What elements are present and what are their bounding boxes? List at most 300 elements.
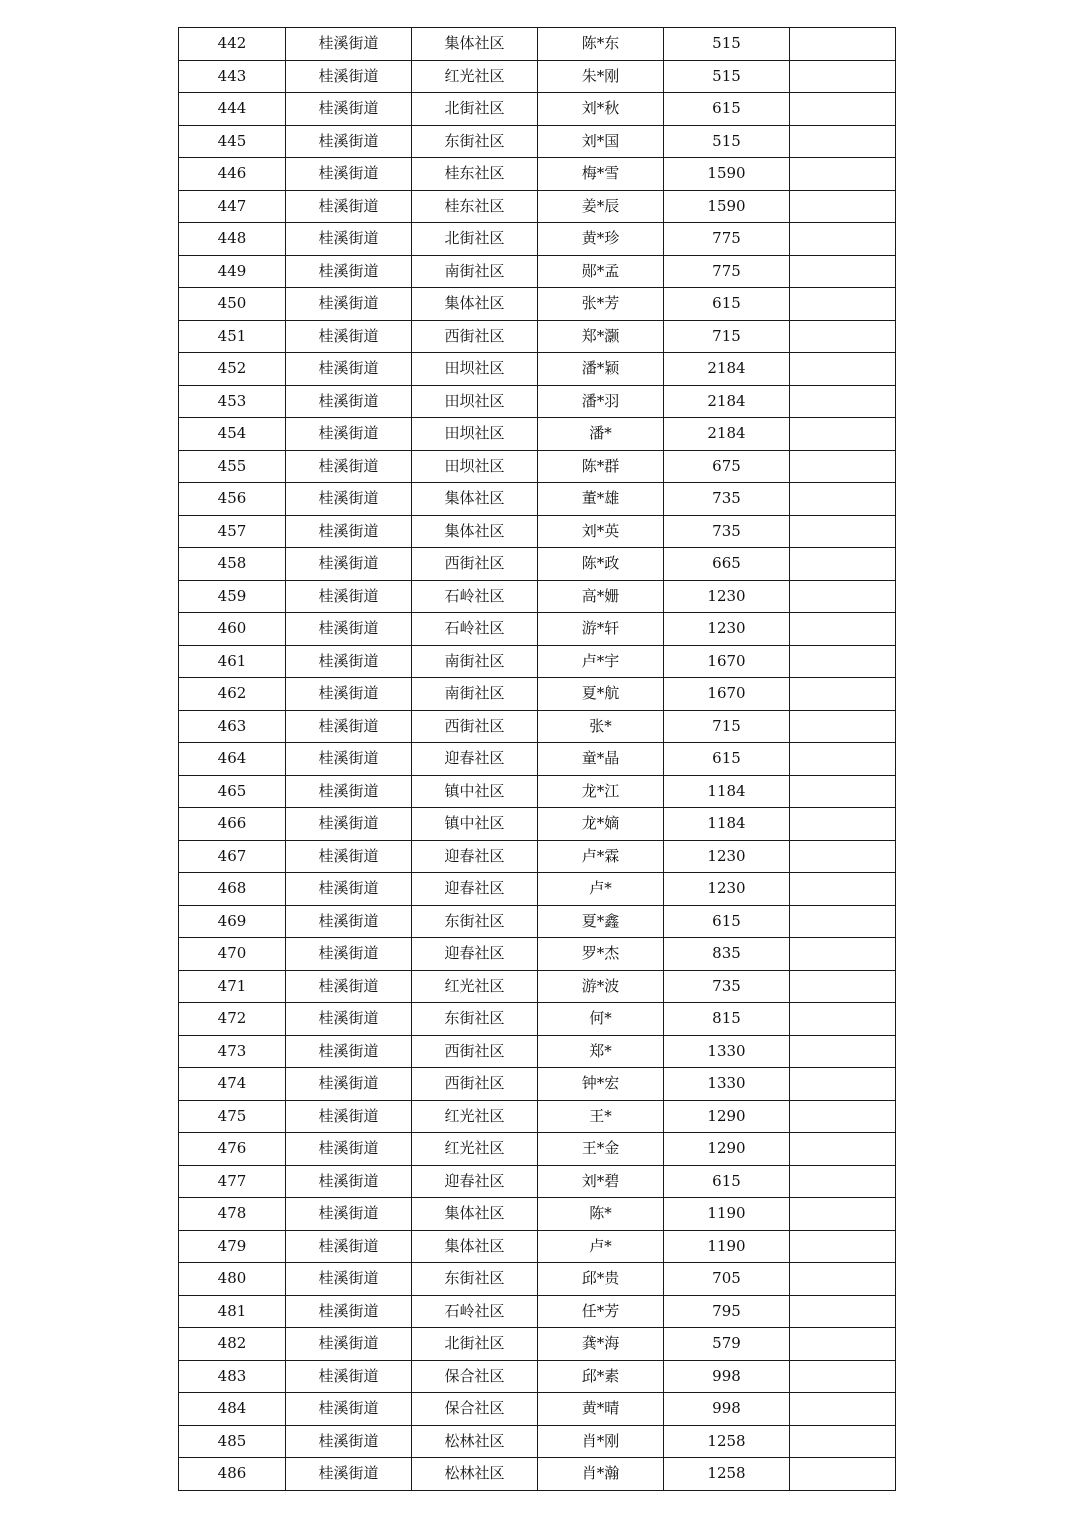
amount-cell: 775 bbox=[664, 255, 790, 288]
table-row bbox=[179, 1393, 896, 1426]
name-cell: 姜*辰 bbox=[538, 190, 664, 223]
row-index-cell: 473 bbox=[179, 1035, 286, 1068]
community-cell: 红光社区 bbox=[412, 1100, 538, 1133]
table-row bbox=[179, 158, 896, 191]
table-row bbox=[179, 840, 896, 873]
community-cell: 迎春社区 bbox=[412, 873, 538, 906]
street-cell: 桂溪街道 bbox=[286, 743, 412, 776]
row-index-cell: 470 bbox=[179, 938, 286, 971]
community-cell: 迎春社区 bbox=[412, 743, 538, 776]
row-index-cell: 444 bbox=[179, 93, 286, 126]
table-row bbox=[179, 548, 896, 581]
table-row bbox=[179, 1425, 896, 1458]
table-row bbox=[179, 743, 896, 776]
name-cell: 刘*国 bbox=[538, 125, 664, 158]
street-cell: 桂溪街道 bbox=[286, 808, 412, 841]
note-cell bbox=[790, 1230, 896, 1263]
name-cell: 高*姗 bbox=[538, 580, 664, 613]
table-row bbox=[179, 1068, 896, 1101]
amount-cell: 1330 bbox=[664, 1068, 790, 1101]
community-cell: 东街社区 bbox=[412, 1263, 538, 1296]
note-cell bbox=[790, 548, 896, 581]
table-row bbox=[179, 678, 896, 711]
community-cell: 集体社区 bbox=[412, 1230, 538, 1263]
amount-cell: 1330 bbox=[664, 1035, 790, 1068]
table-row bbox=[179, 28, 896, 61]
table-row bbox=[179, 223, 896, 256]
note-cell bbox=[790, 710, 896, 743]
street-cell: 桂溪街道 bbox=[286, 418, 412, 451]
street-cell: 桂溪街道 bbox=[286, 1230, 412, 1263]
name-cell: 夏*航 bbox=[538, 678, 664, 711]
note-cell bbox=[790, 1393, 896, 1426]
table-row bbox=[179, 1328, 896, 1361]
table-row bbox=[179, 1100, 896, 1133]
table-row bbox=[179, 385, 896, 418]
amount-cell: 675 bbox=[664, 450, 790, 483]
street-cell: 桂溪街道 bbox=[286, 580, 412, 613]
row-index-cell: 446 bbox=[179, 158, 286, 191]
street-cell: 桂溪街道 bbox=[286, 353, 412, 386]
note-cell bbox=[790, 93, 896, 126]
table-row bbox=[179, 938, 896, 971]
amount-cell: 735 bbox=[664, 515, 790, 548]
street-cell: 桂溪街道 bbox=[286, 678, 412, 711]
name-cell: 钟*宏 bbox=[538, 1068, 664, 1101]
street-cell: 桂溪街道 bbox=[286, 288, 412, 321]
table-row bbox=[179, 125, 896, 158]
row-index-cell: 486 bbox=[179, 1458, 286, 1491]
row-index-cell: 451 bbox=[179, 320, 286, 353]
name-cell: 龙*江 bbox=[538, 775, 664, 808]
table-row bbox=[179, 1003, 896, 1036]
row-index-cell: 447 bbox=[179, 190, 286, 223]
community-cell: 田坝社区 bbox=[412, 353, 538, 386]
name-cell: 朱*刚 bbox=[538, 60, 664, 93]
street-cell: 桂溪街道 bbox=[286, 775, 412, 808]
table-row bbox=[179, 710, 896, 743]
street-cell: 桂溪街道 bbox=[286, 548, 412, 581]
amount-cell: 1670 bbox=[664, 678, 790, 711]
amount-cell: 795 bbox=[664, 1295, 790, 1328]
community-cell: 西街社区 bbox=[412, 548, 538, 581]
amount-cell: 1230 bbox=[664, 840, 790, 873]
street-cell: 桂溪街道 bbox=[286, 710, 412, 743]
amount-cell: 2184 bbox=[664, 385, 790, 418]
community-cell: 田坝社区 bbox=[412, 450, 538, 483]
street-cell: 桂溪街道 bbox=[286, 1003, 412, 1036]
roster-table-body bbox=[179, 28, 896, 1491]
amount-cell: 1190 bbox=[664, 1198, 790, 1231]
amount-cell: 1230 bbox=[664, 613, 790, 646]
name-cell: 邱*素 bbox=[538, 1360, 664, 1393]
table-row bbox=[179, 255, 896, 288]
name-cell: 郑* bbox=[538, 1035, 664, 1068]
name-cell: 陈*东 bbox=[538, 28, 664, 61]
amount-cell: 715 bbox=[664, 710, 790, 743]
name-cell: 黄*珍 bbox=[538, 223, 664, 256]
name-cell: 潘* bbox=[538, 418, 664, 451]
street-cell: 桂溪街道 bbox=[286, 1393, 412, 1426]
amount-cell: 2184 bbox=[664, 418, 790, 451]
street-cell: 桂溪街道 bbox=[286, 970, 412, 1003]
row-index-cell: 445 bbox=[179, 125, 286, 158]
note-cell bbox=[790, 1458, 896, 1491]
community-cell: 迎春社区 bbox=[412, 1165, 538, 1198]
community-cell: 西街社区 bbox=[412, 1035, 538, 1068]
note-cell bbox=[790, 1263, 896, 1296]
community-cell: 镇中社区 bbox=[412, 808, 538, 841]
row-index-cell: 462 bbox=[179, 678, 286, 711]
amount-cell: 1590 bbox=[664, 190, 790, 223]
name-cell: 郑*灏 bbox=[538, 320, 664, 353]
table-row bbox=[179, 483, 896, 516]
community-cell: 北街社区 bbox=[412, 93, 538, 126]
note-cell bbox=[790, 483, 896, 516]
name-cell: 童*晶 bbox=[538, 743, 664, 776]
name-cell: 张* bbox=[538, 710, 664, 743]
community-cell: 石岭社区 bbox=[412, 1295, 538, 1328]
name-cell: 肖*瀚 bbox=[538, 1458, 664, 1491]
row-index-cell: 456 bbox=[179, 483, 286, 516]
community-cell: 北街社区 bbox=[412, 1328, 538, 1361]
table-row bbox=[179, 1360, 896, 1393]
amount-cell: 1670 bbox=[664, 645, 790, 678]
community-cell: 南街社区 bbox=[412, 255, 538, 288]
community-cell: 集体社区 bbox=[412, 28, 538, 61]
row-index-cell: 459 bbox=[179, 580, 286, 613]
amount-cell: 1184 bbox=[664, 775, 790, 808]
note-cell bbox=[790, 1295, 896, 1328]
community-cell: 东街社区 bbox=[412, 905, 538, 938]
row-index-cell: 460 bbox=[179, 613, 286, 646]
note-cell bbox=[790, 1165, 896, 1198]
community-cell: 红光社区 bbox=[412, 1133, 538, 1166]
amount-cell: 1290 bbox=[664, 1133, 790, 1166]
community-cell: 保合社区 bbox=[412, 1360, 538, 1393]
note-cell bbox=[790, 808, 896, 841]
amount-cell: 1230 bbox=[664, 873, 790, 906]
community-cell: 集体社区 bbox=[412, 288, 538, 321]
row-index-cell: 443 bbox=[179, 60, 286, 93]
table-row bbox=[179, 1263, 896, 1296]
amount-cell: 705 bbox=[664, 1263, 790, 1296]
name-cell: 刘*碧 bbox=[538, 1165, 664, 1198]
amount-cell: 735 bbox=[664, 483, 790, 516]
row-index-cell: 474 bbox=[179, 1068, 286, 1101]
amount-cell: 615 bbox=[664, 905, 790, 938]
table-row bbox=[179, 970, 896, 1003]
row-index-cell: 453 bbox=[179, 385, 286, 418]
street-cell: 桂溪街道 bbox=[286, 1198, 412, 1231]
amount-cell: 1184 bbox=[664, 808, 790, 841]
community-cell: 集体社区 bbox=[412, 1198, 538, 1231]
note-cell bbox=[790, 905, 896, 938]
row-index-cell: 463 bbox=[179, 710, 286, 743]
community-cell: 松林社区 bbox=[412, 1425, 538, 1458]
community-cell: 田坝社区 bbox=[412, 418, 538, 451]
community-cell: 石岭社区 bbox=[412, 613, 538, 646]
name-cell: 刘*秋 bbox=[538, 93, 664, 126]
row-index-cell: 461 bbox=[179, 645, 286, 678]
row-index-cell: 480 bbox=[179, 1263, 286, 1296]
amount-cell: 515 bbox=[664, 60, 790, 93]
note-cell bbox=[790, 320, 896, 353]
note-cell bbox=[790, 1003, 896, 1036]
note-cell bbox=[790, 1133, 896, 1166]
note-cell bbox=[790, 1035, 896, 1068]
table-row bbox=[179, 1230, 896, 1263]
name-cell: 王*金 bbox=[538, 1133, 664, 1166]
amount-cell: 579 bbox=[664, 1328, 790, 1361]
name-cell: 卢* bbox=[538, 873, 664, 906]
street-cell: 桂溪街道 bbox=[286, 223, 412, 256]
row-index-cell: 465 bbox=[179, 775, 286, 808]
row-index-cell: 471 bbox=[179, 970, 286, 1003]
street-cell: 桂溪街道 bbox=[286, 1425, 412, 1458]
row-index-cell: 482 bbox=[179, 1328, 286, 1361]
row-index-cell: 454 bbox=[179, 418, 286, 451]
street-cell: 桂溪街道 bbox=[286, 385, 412, 418]
community-cell: 迎春社区 bbox=[412, 840, 538, 873]
row-index-cell: 450 bbox=[179, 288, 286, 321]
name-cell: 龚*海 bbox=[538, 1328, 664, 1361]
row-index-cell: 449 bbox=[179, 255, 286, 288]
row-index-cell: 457 bbox=[179, 515, 286, 548]
note-cell bbox=[790, 1100, 896, 1133]
name-cell: 卢*霖 bbox=[538, 840, 664, 873]
row-index-cell: 468 bbox=[179, 873, 286, 906]
name-cell: 任*芳 bbox=[538, 1295, 664, 1328]
note-cell bbox=[790, 645, 896, 678]
note-cell bbox=[790, 255, 896, 288]
name-cell: 潘*颖 bbox=[538, 353, 664, 386]
name-cell: 罗*杰 bbox=[538, 938, 664, 971]
table-row bbox=[179, 1035, 896, 1068]
name-cell: 卢* bbox=[538, 1230, 664, 1263]
street-cell: 桂溪街道 bbox=[286, 320, 412, 353]
row-index-cell: 442 bbox=[179, 28, 286, 61]
name-cell: 刘*英 bbox=[538, 515, 664, 548]
table-row bbox=[179, 645, 896, 678]
amount-cell: 1258 bbox=[664, 1425, 790, 1458]
name-cell: 董*雄 bbox=[538, 483, 664, 516]
table-row bbox=[179, 418, 896, 451]
street-cell: 桂溪街道 bbox=[286, 125, 412, 158]
note-cell bbox=[790, 125, 896, 158]
row-index-cell: 485 bbox=[179, 1425, 286, 1458]
note-cell bbox=[790, 385, 896, 418]
name-cell: 黄*晴 bbox=[538, 1393, 664, 1426]
note-cell bbox=[790, 840, 896, 873]
note-cell bbox=[790, 743, 896, 776]
note-cell bbox=[790, 938, 896, 971]
community-cell: 迎春社区 bbox=[412, 938, 538, 971]
row-index-cell: 475 bbox=[179, 1100, 286, 1133]
name-cell: 王* bbox=[538, 1100, 664, 1133]
table-row bbox=[179, 1133, 896, 1166]
note-cell bbox=[790, 288, 896, 321]
street-cell: 桂溪街道 bbox=[286, 938, 412, 971]
name-cell: 游*波 bbox=[538, 970, 664, 1003]
name-cell: 陈*政 bbox=[538, 548, 664, 581]
street-cell: 桂溪街道 bbox=[286, 873, 412, 906]
community-cell: 集体社区 bbox=[412, 515, 538, 548]
street-cell: 桂溪街道 bbox=[286, 1458, 412, 1491]
name-cell: 陈*群 bbox=[538, 450, 664, 483]
amount-cell: 1590 bbox=[664, 158, 790, 191]
community-cell: 东街社区 bbox=[412, 1003, 538, 1036]
row-index-cell: 483 bbox=[179, 1360, 286, 1393]
community-cell: 保合社区 bbox=[412, 1393, 538, 1426]
amount-cell: 835 bbox=[664, 938, 790, 971]
community-cell: 集体社区 bbox=[412, 483, 538, 516]
community-cell: 西街社区 bbox=[412, 710, 538, 743]
table-row bbox=[179, 288, 896, 321]
note-cell bbox=[790, 223, 896, 256]
row-index-cell: 452 bbox=[179, 353, 286, 386]
note-cell bbox=[790, 1425, 896, 1458]
street-cell: 桂溪街道 bbox=[286, 1295, 412, 1328]
street-cell: 桂溪街道 bbox=[286, 1068, 412, 1101]
row-index-cell: 464 bbox=[179, 743, 286, 776]
community-cell: 南街社区 bbox=[412, 678, 538, 711]
name-cell: 邱*贵 bbox=[538, 1263, 664, 1296]
street-cell: 桂溪街道 bbox=[286, 93, 412, 126]
street-cell: 桂溪街道 bbox=[286, 483, 412, 516]
row-index-cell: 484 bbox=[179, 1393, 286, 1426]
table-row bbox=[179, 450, 896, 483]
community-cell: 镇中社区 bbox=[412, 775, 538, 808]
street-cell: 桂溪街道 bbox=[286, 190, 412, 223]
street-cell: 桂溪街道 bbox=[286, 28, 412, 61]
amount-cell: 735 bbox=[664, 970, 790, 1003]
amount-cell: 515 bbox=[664, 125, 790, 158]
street-cell: 桂溪街道 bbox=[286, 645, 412, 678]
name-cell: 夏*鑫 bbox=[538, 905, 664, 938]
row-index-cell: 479 bbox=[179, 1230, 286, 1263]
table-row bbox=[179, 93, 896, 126]
street-cell: 桂溪街道 bbox=[286, 255, 412, 288]
amount-cell: 998 bbox=[664, 1393, 790, 1426]
name-cell: 何* bbox=[538, 1003, 664, 1036]
table-row bbox=[179, 1458, 896, 1491]
row-index-cell: 467 bbox=[179, 840, 286, 873]
amount-cell: 1190 bbox=[664, 1230, 790, 1263]
table-row bbox=[179, 1198, 896, 1231]
table-row bbox=[179, 60, 896, 93]
street-cell: 桂溪街道 bbox=[286, 613, 412, 646]
street-cell: 桂溪街道 bbox=[286, 450, 412, 483]
note-cell bbox=[790, 60, 896, 93]
community-cell: 石岭社区 bbox=[412, 580, 538, 613]
note-cell bbox=[790, 28, 896, 61]
amount-cell: 1230 bbox=[664, 580, 790, 613]
street-cell: 桂溪街道 bbox=[286, 1133, 412, 1166]
note-cell bbox=[790, 190, 896, 223]
street-cell: 桂溪街道 bbox=[286, 1100, 412, 1133]
note-cell bbox=[790, 515, 896, 548]
community-cell: 田坝社区 bbox=[412, 385, 538, 418]
amount-cell: 715 bbox=[664, 320, 790, 353]
amount-cell: 1290 bbox=[664, 1100, 790, 1133]
note-cell bbox=[790, 1360, 896, 1393]
table-row bbox=[179, 808, 896, 841]
name-cell: 肖*刚 bbox=[538, 1425, 664, 1458]
street-cell: 桂溪街道 bbox=[286, 840, 412, 873]
street-cell: 桂溪街道 bbox=[286, 1165, 412, 1198]
street-cell: 桂溪街道 bbox=[286, 60, 412, 93]
row-index-cell: 478 bbox=[179, 1198, 286, 1231]
row-index-cell: 481 bbox=[179, 1295, 286, 1328]
note-cell bbox=[790, 580, 896, 613]
amount-cell: 1258 bbox=[664, 1458, 790, 1491]
community-cell: 西街社区 bbox=[412, 320, 538, 353]
community-cell: 桂东社区 bbox=[412, 190, 538, 223]
name-cell: 龙*嫡 bbox=[538, 808, 664, 841]
street-cell: 桂溪街道 bbox=[286, 1263, 412, 1296]
amount-cell: 998 bbox=[664, 1360, 790, 1393]
table-row bbox=[179, 775, 896, 808]
note-cell bbox=[790, 1198, 896, 1231]
amount-cell: 615 bbox=[664, 288, 790, 321]
table-row bbox=[179, 905, 896, 938]
community-cell: 北街社区 bbox=[412, 223, 538, 256]
community-cell: 红光社区 bbox=[412, 60, 538, 93]
note-cell bbox=[790, 1068, 896, 1101]
name-cell: 卢*宇 bbox=[538, 645, 664, 678]
row-index-cell: 476 bbox=[179, 1133, 286, 1166]
note-cell bbox=[790, 1328, 896, 1361]
street-cell: 桂溪街道 bbox=[286, 1035, 412, 1068]
row-index-cell: 458 bbox=[179, 548, 286, 581]
name-cell: 陈* bbox=[538, 1198, 664, 1231]
row-index-cell: 472 bbox=[179, 1003, 286, 1036]
name-cell: 梅*雪 bbox=[538, 158, 664, 191]
street-cell: 桂溪街道 bbox=[286, 158, 412, 191]
street-cell: 桂溪街道 bbox=[286, 905, 412, 938]
name-cell: 张*芳 bbox=[538, 288, 664, 321]
amount-cell: 815 bbox=[664, 1003, 790, 1036]
row-index-cell: 455 bbox=[179, 450, 286, 483]
community-cell: 东街社区 bbox=[412, 125, 538, 158]
table-row bbox=[179, 190, 896, 223]
row-index-cell: 448 bbox=[179, 223, 286, 256]
community-cell: 西街社区 bbox=[412, 1068, 538, 1101]
amount-cell: 615 bbox=[664, 743, 790, 776]
table-row bbox=[179, 580, 896, 613]
amount-cell: 775 bbox=[664, 223, 790, 256]
note-cell bbox=[790, 775, 896, 808]
amount-cell: 515 bbox=[664, 28, 790, 61]
table-row bbox=[179, 613, 896, 646]
note-cell bbox=[790, 450, 896, 483]
street-cell: 桂溪街道 bbox=[286, 515, 412, 548]
community-cell: 桂东社区 bbox=[412, 158, 538, 191]
amount-cell: 2184 bbox=[664, 353, 790, 386]
table-row bbox=[179, 515, 896, 548]
street-cell: 桂溪街道 bbox=[286, 1360, 412, 1393]
street-cell: 桂溪街道 bbox=[286, 1328, 412, 1361]
roster-table bbox=[178, 27, 896, 1491]
note-cell bbox=[790, 970, 896, 1003]
table-row bbox=[179, 1295, 896, 1328]
name-cell: 郧*孟 bbox=[538, 255, 664, 288]
table-row bbox=[179, 1165, 896, 1198]
row-index-cell: 477 bbox=[179, 1165, 286, 1198]
name-cell: 游*轩 bbox=[538, 613, 664, 646]
name-cell: 潘*羽 bbox=[538, 385, 664, 418]
